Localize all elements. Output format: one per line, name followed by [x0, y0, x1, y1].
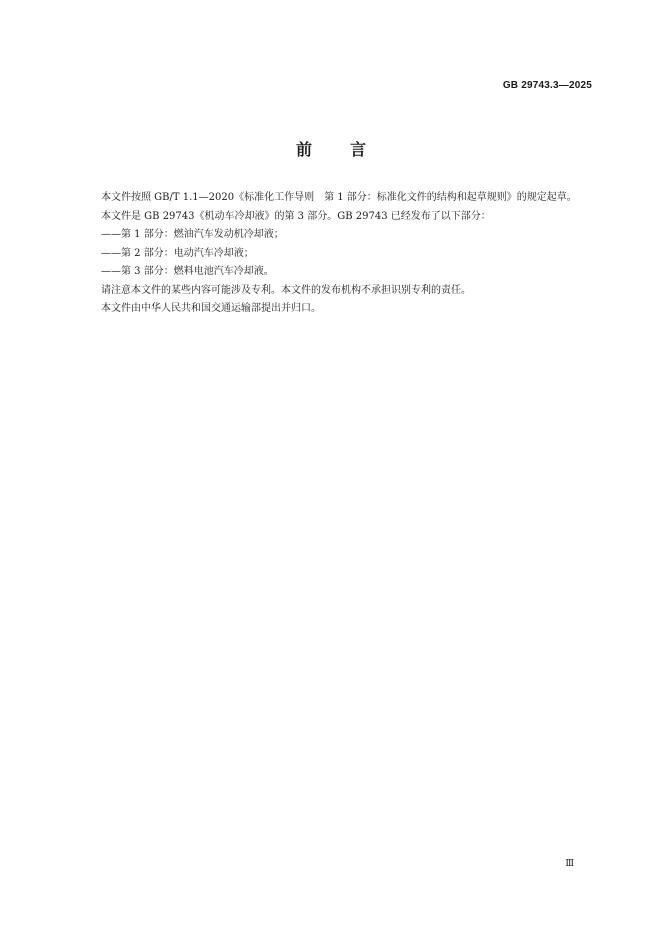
list-item-part-2: ——第 2 部分：电动汽车冷却液；	[101, 247, 254, 259]
list-item-part-1: ——第 1 部分：燃油汽车发动机冷却液；	[101, 229, 284, 240]
list-item-part-3: ——第 3 部分：燃料电池汽车冷却液。	[101, 266, 274, 277]
foreword-body	[80, 189, 592, 319]
paragraph-proposer: 本文件由中华人民共和国交通运输部提出并归口。	[101, 303, 321, 314]
paragraph-patent-notice: 请注意本文件的某些内容可能涉及专利。本文件的发布机构不承担识别专利的责任。	[101, 284, 471, 296]
page-number: Ⅲ	[565, 858, 574, 868]
paragraph-part-intro: 本文件是 GB 29743《机动车冷却液》的第 3 部分。GB 29743 已经发布了以下部分：	[101, 210, 491, 222]
page-title: 前言	[295, 140, 404, 159]
paragraph-drafting-rules: 本文件按照 GB/T 1.1—2020《标准化工作导则 第 1 部分：标准化文件的结构和起草规则》的规定起草。	[101, 192, 577, 203]
standard-number: GB 29743.3—2025	[502, 80, 592, 91]
